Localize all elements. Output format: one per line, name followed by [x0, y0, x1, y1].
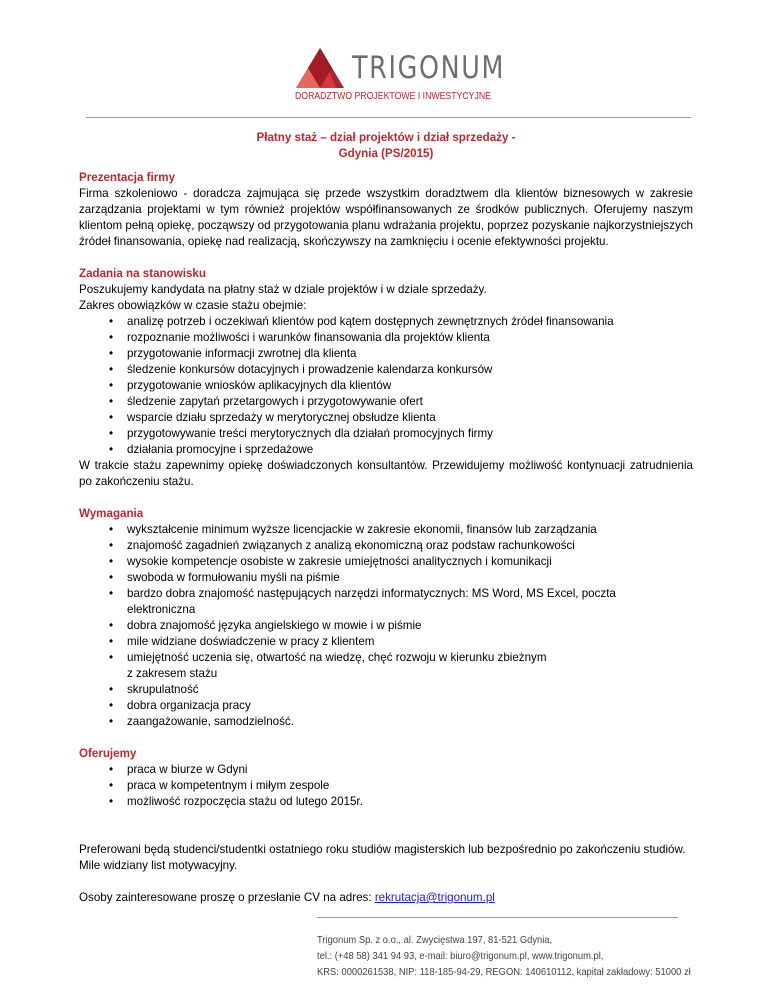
title-line-1: Płatny staż – dział projektów i dział sprzedaży - [256, 131, 516, 144]
list-item: • przygotowanie informacji zwrotnej dla klienta [127, 346, 693, 362]
tasks-list [79, 314, 693, 458]
offer-heading: Oferujemy [79, 747, 137, 760]
requirements-heading: Wymagania [79, 507, 144, 520]
list-item: • swoboda w formułowaniu myśli na piśmie [127, 570, 672, 586]
tasks-heading: Zadania na stanowisku [79, 267, 206, 280]
requirements-list [79, 522, 672, 730]
motivation-letter-note: Mile widziany list motywacyjny. [79, 859, 238, 872]
document-body [79, 130, 693, 906]
list-item: • praca w biurze w Gdyni [127, 762, 693, 778]
footer-line-3: KRS: 0000261538, NIP: 118-185-94-29, REGON: 140610112, kapitał zakładowy: 51000 zł [317, 967, 691, 978]
list-item: • znajomość zagadnień związanych z analizą ekonomiczną oraz podstaw rachunkowości [127, 538, 672, 554]
page-title [79, 130, 693, 162]
list-item: • wsparcie działu sprzedaży w merytorycznej obsłudze klienta [127, 410, 693, 426]
recruitment-email-link[interactable]: rekrutacja@trigonum.pl [374, 891, 495, 904]
list-item: • wysokie kompetencje osobiste w zakresie umiejętności analitycznych i komunikacji [127, 554, 672, 570]
footer-line-1: Trigonum Sp. z o.o., al. Zwycięstwa 197, 81-521 Gdynia, [317, 935, 553, 946]
list-item: • skrupulatność [127, 682, 672, 698]
list-item: • możliwość rozpoczęcia stażu od lutego 2015r. [127, 794, 693, 810]
list-item: • rozpoznanie możliwości i warunków finansowania dla projektów klienta [127, 330, 693, 346]
list-item: • śledzenie konkursów dotacyjnych i prowadzenie kalendarza konkursów [127, 362, 693, 378]
list-item: • wykształcenie minimum wyższe licencjackie w zakresie ekonomii, finansów lub zarządzania [127, 522, 672, 538]
apply-prefix: Osoby zainteresowane proszę o przesłanie CV na adres: [79, 891, 375, 904]
list-item: • dobra znajomość języka angielskiego w mowie i w piśmie [127, 618, 672, 634]
footer-line-2: tel.: (+48 58) 341 94 93, e-mail: biuro@trigonum.pl, www.trigonum.pl, [317, 951, 604, 962]
tasks-intro-1: Poszukujemy kandydata na płatny staż w dziale projektów i w dziale sprzedaży. [79, 283, 487, 296]
list-item: • dobra organizacja pracy [127, 698, 672, 714]
header-divider [86, 117, 691, 118]
list-item: • analizę potrzeb i oczekiwań klientów pod kątem dostępnych zewnętrznych źródeł finansowania [127, 314, 693, 330]
list-item: • umiejętność uczenia się, otwartość na wiedzę, chęć rozwoju w kierunku zbieżnym z zakresem stażu [127, 650, 547, 682]
company-heading: Prezentacja firmy [79, 171, 176, 184]
title-line-2: Gdynia (PS/2015) [338, 147, 434, 160]
apply-instructions [79, 890, 693, 906]
footer [317, 933, 691, 981]
list-item: • śledzenie zapytań przetargowych i przygotowywanie ofert [127, 394, 693, 410]
list-item: • zaangażowanie, samodzielność. [127, 714, 672, 730]
list-item: • działania promocyjne i sprzedażowe [127, 442, 693, 458]
preferred-candidates: Preferowani będą studenci/studentki ostatniego roku studiów magisterskich lub bezpośrednio po zakończeniu studiów. [79, 843, 686, 856]
list-item: • przygotowanie wniosków aplikacyjnych dla klientów [127, 378, 693, 394]
logo-tagline: DORADZTWO PROJEKTOWE I INWESTYCYJNE [295, 90, 491, 102]
offer-list [79, 762, 693, 810]
triangle-logo-icon [292, 46, 350, 90]
tasks-intro-2: Zakres obowiązków w czasie stażu obejmie: [79, 299, 307, 312]
company-text: Firma szkoleniowo - doradcza zajmująca się przede wszystkim doradztwem dla klientów biznesowych w zakresie zarządzania projektami w tym również projektów współfinansowanych ze środków publicznych. Oferujemy naszym klientom pełną opiekę, począwszy od przygotowania planu wdrażania projektu, poprzez pozyskanie najkorzystniejszych źródeł finansowania, opiekę nad realizacją, skończywszy na zamknięciu i ocenie efektywności projektu. [79, 187, 693, 248]
tasks-outro: W trakcie stażu zapewnimy opiekę doświadczonych konsultantów. Przewidujemy możliwość kontynuacji zatrudnienia po zakończeniu stażu. [79, 459, 693, 488]
list-item: • bardzo dobra znajomość następujących narzędzi informatycznych: MS Word, MS Excel, poczta elektroniczna [127, 586, 672, 618]
company-logo [292, 46, 506, 106]
logo-name: TRIGONUM [352, 50, 506, 86]
list-item: • mile widziane doświadczenie w pracy z klientem [127, 634, 672, 650]
list-item: • praca w kompetentnym i miłym zespole [127, 778, 693, 794]
footer-divider [317, 917, 678, 918]
list-item: • przygotowywanie treści merytorycznych dla działań promocyjnych firmy [127, 426, 693, 442]
